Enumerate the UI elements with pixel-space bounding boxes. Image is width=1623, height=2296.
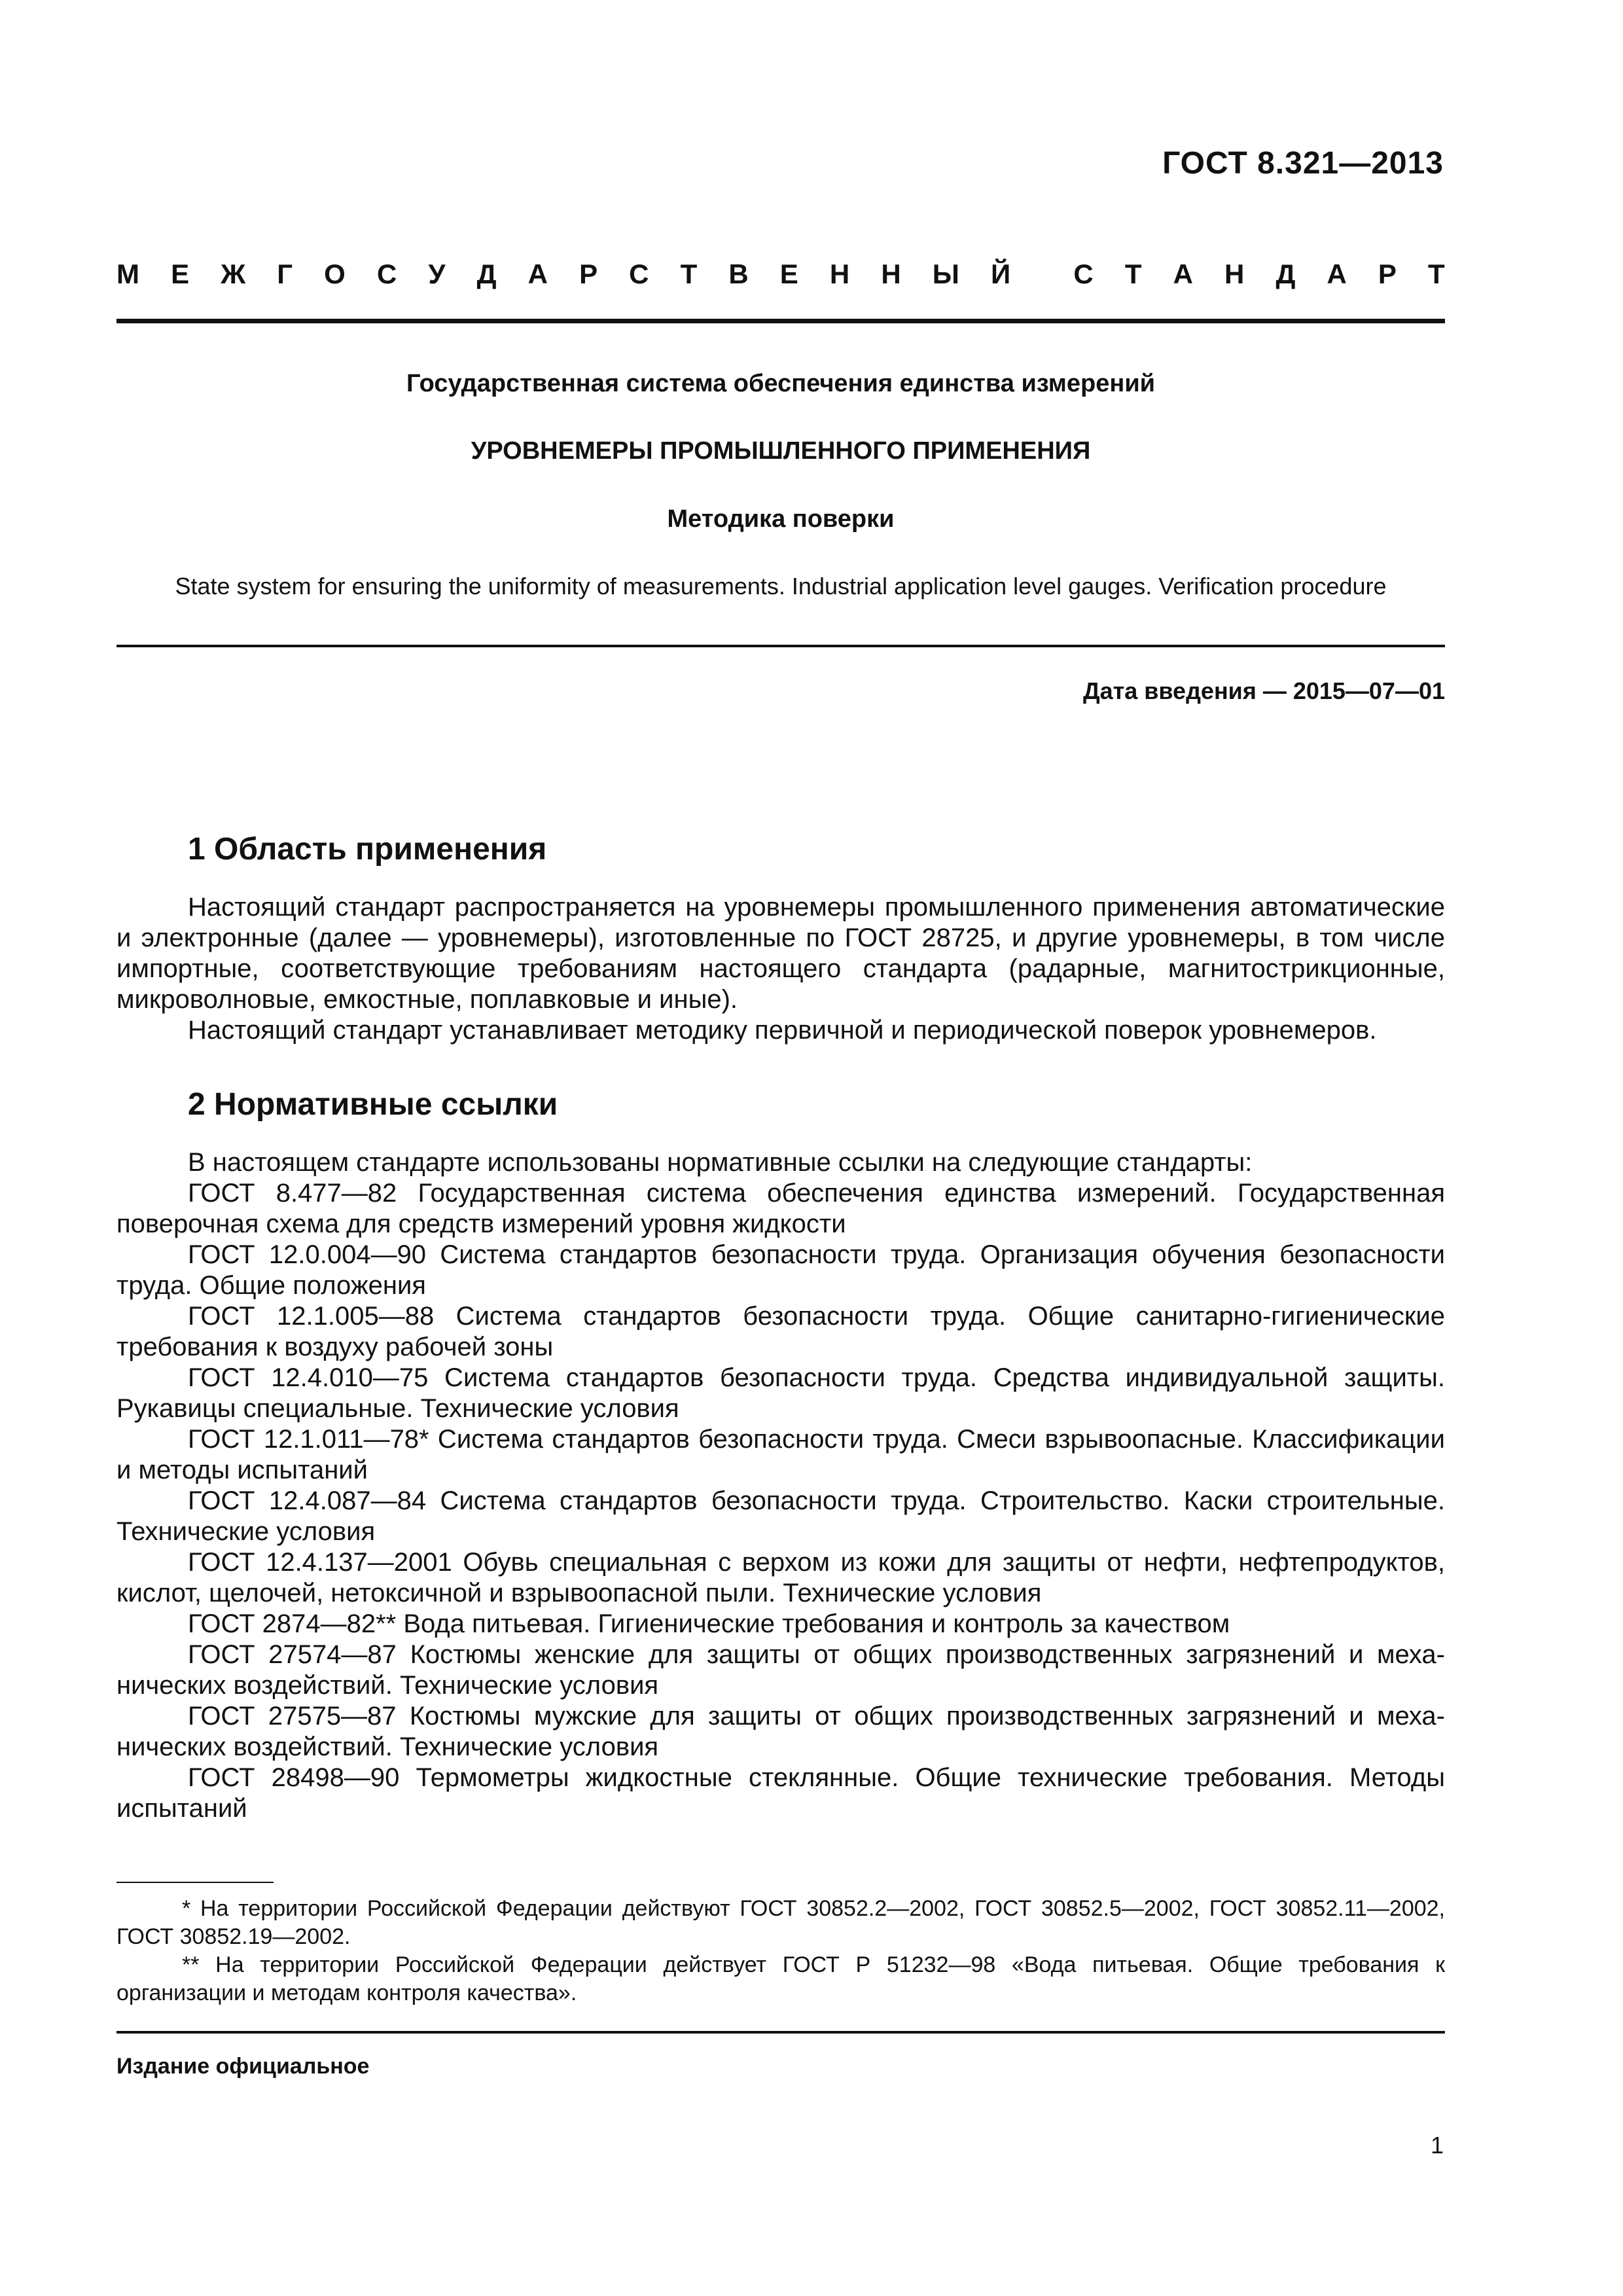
title-system: Государственная система обеспечения единства измерений xyxy=(406,370,1156,397)
title-divider xyxy=(116,645,1445,647)
banner-letter: С xyxy=(629,259,649,289)
title-subtitle: Методика поверки xyxy=(667,505,895,533)
section-body-references xyxy=(116,1147,1445,1824)
banner-letter: Т xyxy=(1428,259,1445,289)
banner-letter: Е xyxy=(171,259,190,289)
paragraph: Настоящий стандарт распространяется на уровнемеры промышленного применения автоматические и электронные (далее — уровнемеры), изготовленные по ГОСТ 28725, и другие уровнемеры, в том числе импортные, соответствующие требованиям настоящего стандарта (радарные, магнитострикционные, микроволновые, емкостные, поплавковые и иные). xyxy=(116,893,1445,1014)
banner-letter: Ж xyxy=(221,259,246,289)
banner-letter: Т xyxy=(680,259,698,289)
banner-letter: Г xyxy=(277,259,293,289)
banner-letter: Н xyxy=(1224,259,1245,289)
footnote: ** На территории Российской Федерации действует ГОСТ Р 51232—98 «Вода питьевая. Общие требования к организации и методам контроля качества». xyxy=(116,1952,1445,2005)
banner-letter: Н xyxy=(829,259,850,289)
banner-letter: В xyxy=(728,259,749,289)
header-divider xyxy=(116,319,1445,323)
section-body-scope xyxy=(116,892,1445,1046)
reference-item: ГОСТ 2874—82** Вода питьевая. Гигиенические требования и контроль за качеством xyxy=(188,1609,1230,1638)
reference-item: ГОСТ 12.0.004—90 Система стандартов безопасности труда. Организация обучения безопасности труда. Общие положения xyxy=(116,1240,1445,1300)
footnote: * На территории Российской Федерации действуют ГОСТ 30852.2—2002, ГОСТ 30852.5—2002, ГОСТ 30852.11—2002, ГОСТ 30852.19—2002. xyxy=(116,1896,1445,1949)
reference-item: ГОСТ 12.1.011—78* Система стандартов безопасности труда. Смеси взрывоопасные. Классификации и методы испытаний xyxy=(116,1425,1445,1484)
banner-letter: А xyxy=(1173,259,1193,289)
footer-divider xyxy=(116,2031,1445,2034)
paragraph: В настоящем стандарте использованы нормативные ссылки на следующие стандарты: xyxy=(188,1148,1253,1177)
banner-letter: Р xyxy=(1378,259,1397,289)
reference-item: ГОСТ 12.4.087—84 Система стандартов безопасности труда. Строительство. Каски строительные. Технические условия xyxy=(116,1486,1445,1546)
reference-item: ГОСТ 12.4.137—2001 Обувь специальная с верхом из кожи для защиты от нефти, нефтепродуктов, кислот, щелочей, нетоксичной и взрывоопасной пыли. Технические условия xyxy=(116,1548,1445,1607)
reference-item: ГОСТ 27574—87 Костюмы женские для защиты от общих производственных загрязнений и механических воздействий. Технические условия xyxy=(116,1640,1445,1700)
footnote-separator xyxy=(116,1882,274,1883)
introduction-date: Дата введения — 2015—07—01 xyxy=(1082,677,1445,704)
banner-letter: Е xyxy=(779,259,798,289)
reference-item: ГОСТ 8.477—82 Государственная система обеспечения единства измерений. Государственная поверочная схема для средств измерений уровня жидкости xyxy=(116,1179,1445,1238)
banner-letter: Т xyxy=(1124,259,1142,289)
banner-letter: Н xyxy=(881,259,901,289)
banner-letter: С xyxy=(1073,259,1094,289)
interstate-standard-banner xyxy=(116,259,1445,290)
banner-letter: Р xyxy=(579,259,598,289)
banner-letter: О xyxy=(324,259,346,289)
banner-letter: Й xyxy=(991,259,1011,289)
banner-letter: Д xyxy=(476,259,497,289)
banner-letter: М xyxy=(116,259,139,289)
reference-item: ГОСТ 28498—90 Термометры жидкостные стеклянные. Общие технические требования. Методы испытаний xyxy=(116,1763,1445,1823)
banner-letter: У xyxy=(428,259,446,289)
banner-letter: С xyxy=(376,259,397,289)
paragraph: Настоящий стандарт устанавливает методику первичной и периодической поверок уровнемеров. xyxy=(188,1016,1377,1045)
official-edition-label: Издание официальное xyxy=(116,2054,370,2079)
banner-letter: Д xyxy=(1275,259,1296,289)
reference-item: ГОСТ 12.4.010—75 Система стандартов безопасности труда. Средства индивидуальной защиты. Рукавицы специальные. Технические условия xyxy=(116,1363,1445,1423)
reference-item: ГОСТ 12.1.005—88 Система стандартов безопасности труда. Общие санитарно-гигиенические требования к воздуху рабочей зоны xyxy=(116,1302,1445,1361)
reference-item: ГОСТ 27575—87 Костюмы мужские для защиты от общих производственных загрязнений и механических воздействий. Технические условия xyxy=(116,1702,1445,1761)
banner-letter: А xyxy=(527,259,548,289)
title-english: State system for ensuring the uniformity of measurements. Industrial application level gauges. Verification procedure xyxy=(175,573,1387,600)
banner-letter: Ы xyxy=(932,259,959,289)
banner-letter: А xyxy=(1327,259,1347,289)
footnotes xyxy=(116,1895,1445,2007)
title-main: УРОВНЕМЕРЫ ПРОМЫШЛЕННОГО ПРИМЕНЕНИЯ xyxy=(471,437,1091,465)
section-heading-scope: 1 Область применения xyxy=(188,832,547,867)
section-heading-references: 2 Нормативные ссылки xyxy=(188,1087,558,1122)
page-number: 1 xyxy=(1430,2132,1444,2159)
gost-number: ГОСТ 8.321—2013 xyxy=(1162,146,1444,181)
